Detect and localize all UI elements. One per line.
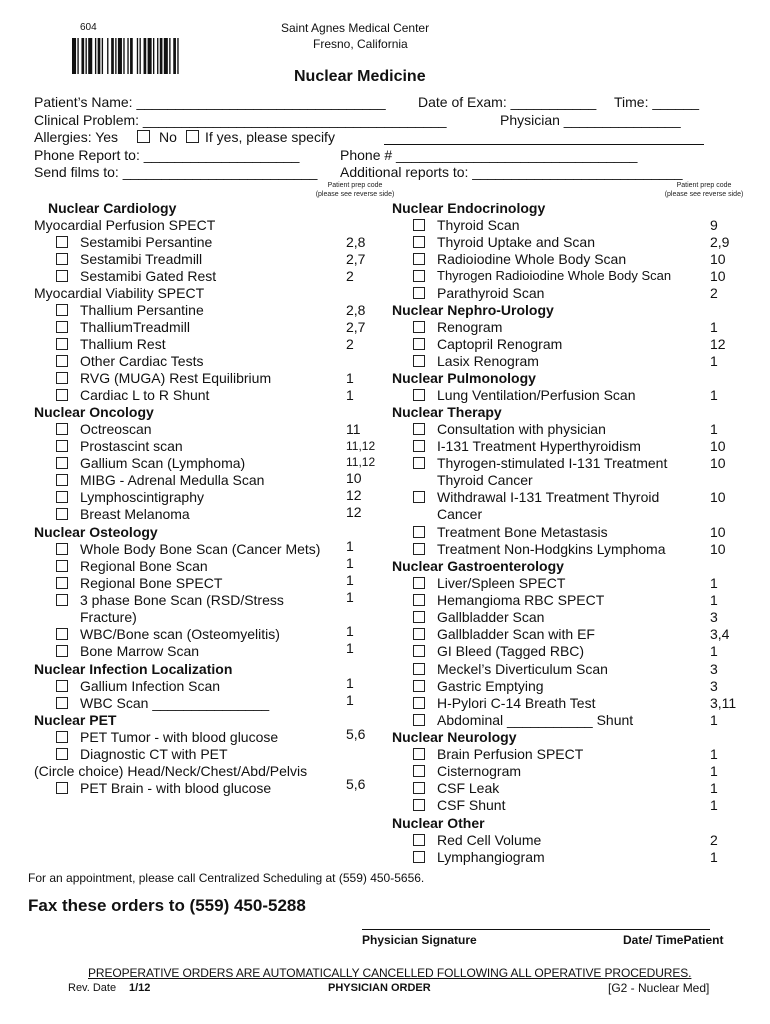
barcode-bar: [111, 38, 114, 74]
page-title: Nuclear Medicine: [294, 68, 426, 85]
phone-number-field[interactable]: Phone # _______________________________: [340, 147, 638, 163]
barcode-bar: [144, 38, 147, 74]
prep-code: 2: [346, 336, 354, 352]
org-location: Fresno, California: [313, 37, 408, 51]
checkbox[interactable]: [56, 782, 68, 794]
allergies-no-checkbox[interactable]: [186, 130, 199, 143]
heading-nuclear-endocrinology: Nuclear Endocrinology: [392, 200, 546, 216]
prep-code: 1: [710, 849, 718, 865]
checkbox[interactable]: [413, 851, 425, 863]
additional-reports-field[interactable]: Additional reports to: ___________________________: [340, 164, 683, 180]
prep-code: 1: [346, 555, 354, 571]
checkbox[interactable]: [413, 748, 425, 760]
prep-code: 3: [710, 609, 718, 625]
barcode-bar: [102, 38, 103, 74]
barcode-bar: [130, 38, 133, 74]
prep-code: 1: [346, 623, 354, 639]
barcode-bar: [177, 38, 178, 74]
prep-code: 10: [710, 438, 726, 454]
prep-code-note-left: Patient prep code (please see reverse side): [315, 182, 395, 198]
allergies-no-label: No: [159, 129, 177, 145]
barcode-bar: [148, 38, 152, 74]
signature-line[interactable]: [362, 929, 710, 930]
prep-code: 2,7: [346, 251, 366, 267]
prep-code: 11,12: [346, 455, 376, 469]
checkbox[interactable]: [413, 834, 425, 846]
checkbox[interactable]: [56, 270, 68, 282]
allergies-yes-checkbox[interactable]: [137, 130, 150, 143]
allergies-specify-line[interactable]: [384, 144, 704, 145]
prep-code: 1: [710, 575, 718, 591]
checkbox[interactable]: [56, 543, 68, 555]
prep-code: 1: [710, 763, 718, 779]
checkbox[interactable]: [413, 423, 425, 435]
checkbox[interactable]: [56, 491, 68, 503]
checkbox[interactable]: [413, 491, 425, 503]
checkbox[interactable]: [413, 645, 425, 657]
checkbox[interactable]: [56, 560, 68, 572]
checkbox[interactable]: [56, 628, 68, 640]
checkbox[interactable]: [413, 577, 425, 589]
prep-code: 1: [346, 589, 354, 605]
prep-code: 1: [346, 572, 354, 588]
heading-nuclear-neurology: Nuclear Neurology: [392, 729, 517, 745]
barcode-bar: [169, 38, 170, 74]
prep-code: 10: [710, 524, 726, 540]
prep-code: 2: [710, 285, 718, 301]
heading-nuclear-pulmonology: Nuclear Pulmonology: [392, 370, 536, 386]
checkbox[interactable]: [56, 474, 68, 486]
checkbox[interactable]: [413, 697, 425, 709]
form-type: PHYSICIAN ORDER: [328, 982, 431, 994]
prep-code: 1: [346, 370, 354, 386]
heading-nuclear-cardiology: Nuclear Cardiology: [48, 200, 177, 216]
checkbox[interactable]: [413, 457, 425, 469]
barcode-bar: [118, 38, 122, 74]
prep-code: 12: [346, 487, 362, 503]
heading-nuclear-oncology: Nuclear Oncology: [34, 404, 154, 420]
prep-code: 5,6: [346, 726, 366, 742]
heading-nuclear-osteology: Nuclear Osteology: [34, 524, 158, 540]
prep-code: 1: [710, 746, 718, 762]
barcode-bar: [127, 38, 128, 74]
prep-code: 1: [346, 538, 354, 554]
rev-date-label: Rev. Date: [68, 982, 117, 994]
checkbox[interactable]: [56, 372, 68, 384]
subheading-myocardial-viability: Myocardial Viability SPECT: [34, 285, 205, 301]
barcode-image: [72, 38, 212, 74]
pet-circle-choice-note[interactable]: (Circle choice) Head/Neck/Chest/Abd/Pelvis: [34, 763, 308, 779]
prep-code: 3: [710, 661, 718, 677]
checkbox[interactable]: [56, 355, 68, 367]
prep-code: 1: [710, 387, 718, 403]
prep-code: 10: [710, 541, 726, 557]
prep-code: 1: [710, 353, 718, 369]
checkbox[interactable]: [56, 440, 68, 452]
barcode-bar: [81, 38, 84, 74]
barcode-bar: [140, 38, 141, 74]
checkbox[interactable]: [413, 219, 425, 231]
clinical-problem-field[interactable]: Clinical Problem: _______________________________________: [34, 112, 447, 128]
appointment-note: For an appointment, please call Centralized Scheduling at (559) 450-5656.: [28, 871, 425, 885]
order-item-continuation: Thyroid Cancer: [437, 472, 533, 488]
form-number: 604: [80, 22, 97, 33]
checkbox[interactable]: [56, 389, 68, 401]
prep-code-note-right: Patient prep code (please see reverse side): [664, 182, 744, 198]
checkbox[interactable]: [56, 645, 68, 657]
heading-nuclear-pet: Nuclear PET: [34, 712, 117, 728]
prep-code: 2: [710, 832, 718, 848]
prep-code: 1: [710, 319, 718, 335]
checkbox[interactable]: [413, 253, 425, 265]
send-films-field[interactable]: Send films to: _________________________: [34, 164, 318, 180]
checkbox[interactable]: [413, 765, 425, 777]
checkbox[interactable]: [413, 287, 425, 299]
physician-field[interactable]: Physician _______________: [500, 112, 681, 128]
checkbox[interactable]: [413, 782, 425, 794]
fax-notice: Fax these orders to (559) 450-5288: [28, 896, 306, 915]
prep-code: 1: [710, 797, 718, 813]
checkbox[interactable]: [413, 355, 425, 367]
prep-code: 2,7: [346, 319, 366, 335]
prep-code: 2,9: [710, 234, 730, 250]
prep-code: 10: [710, 268, 726, 284]
checkbox[interactable]: [413, 321, 425, 333]
checkbox[interactable]: [56, 594, 68, 606]
order-item-continuation: Cancer: [437, 506, 483, 522]
heading-nuclear-other: Nuclear Other: [392, 815, 485, 831]
prep-code: 2,8: [346, 302, 366, 318]
checkbox[interactable]: [56, 253, 68, 265]
allergies-label: Allergies: Yes: [34, 129, 119, 145]
prep-code: 2: [346, 268, 354, 284]
checkbox[interactable]: [56, 680, 68, 692]
prep-code: 1: [710, 780, 718, 796]
physician-signature-label: Physician Signature: [362, 933, 477, 947]
preoperative-cancel-notice: PREOPERATIVE ORDERS ARE AUTOMATICALLY CANCELLED FOLLOWING ALL OPERATIVE PROCEDURES.: [88, 966, 692, 980]
org-name: Saint Agnes Medical Center: [281, 21, 430, 35]
checkbox[interactable]: [413, 236, 425, 248]
prep-code: 11: [346, 421, 361, 437]
barcode-bar: [137, 38, 138, 74]
form-code: [G2 - Nuclear Med]: [608, 981, 710, 995]
checkbox[interactable]: [413, 543, 425, 555]
checkbox[interactable]: [413, 594, 425, 606]
barcode-bar: [123, 38, 124, 74]
rev-date-value: 1/12: [129, 982, 151, 994]
checkbox[interactable]: [413, 440, 425, 452]
allergies-specify-label: If yes, please specify: [205, 129, 335, 145]
checkbox[interactable]: [56, 697, 68, 709]
barcode-bar: [164, 38, 168, 74]
prep-code: 10: [710, 251, 726, 267]
checkbox[interactable]: [56, 338, 68, 350]
barcode-bar: [95, 38, 96, 74]
prep-code: 1: [346, 675, 354, 691]
heading-nuclear-infection: Nuclear Infection Localization: [34, 661, 233, 677]
prep-code: 10: [346, 470, 362, 486]
barcode-bar: [173, 38, 176, 74]
checkbox[interactable]: [56, 321, 68, 333]
checkbox[interactable]: [413, 389, 425, 401]
prep-code: 10: [710, 455, 726, 471]
barcode-bar: [157, 38, 158, 74]
checkbox[interactable]: [413, 714, 425, 726]
date-of-exam-field[interactable]: Date of Exam: ___________: [418, 94, 597, 110]
prep-code: 5,6: [346, 776, 366, 792]
prep-code: 1: [710, 592, 718, 608]
prep-code: 12: [346, 504, 362, 520]
checkbox[interactable]: [56, 304, 68, 316]
heading-nuclear-nephro-urology: Nuclear Nephro-Urology: [392, 302, 554, 318]
checkbox[interactable]: [413, 270, 425, 282]
checkbox[interactable]: [413, 799, 425, 811]
checkbox[interactable]: [56, 748, 68, 760]
checkbox[interactable]: [413, 611, 425, 623]
barcode-bar: [77, 38, 78, 74]
checkbox[interactable]: [413, 680, 425, 692]
checkbox[interactable]: [413, 526, 425, 538]
date-time-patient-label: Date/ TimePatient: [623, 933, 724, 947]
prep-code: 3: [710, 678, 718, 694]
phone-report-field[interactable]: Phone Report to: ____________________: [34, 147, 300, 163]
barcode-bar: [86, 38, 87, 74]
checkbox[interactable]: [56, 236, 68, 248]
checkbox[interactable]: [413, 338, 425, 350]
checkbox[interactable]: [56, 457, 68, 469]
prep-code: 10: [710, 489, 726, 505]
prep-code: 12: [710, 336, 726, 352]
subheading-myocardial-perfusion: Myocardial Perfusion SPECT: [34, 217, 216, 233]
prep-code: 1: [346, 640, 354, 656]
checkbox[interactable]: [56, 577, 68, 589]
prep-code: 1: [710, 421, 718, 437]
prep-code: 3,11: [710, 695, 737, 711]
barcode-bar: [107, 38, 108, 74]
checkbox[interactable]: [56, 731, 68, 743]
heading-nuclear-gastroenterology: Nuclear Gastroenterology: [392, 558, 564, 574]
prep-code: 11,12: [346, 439, 376, 453]
patient-name-field[interactable]: Patient’s Name: ________________________________: [34, 94, 386, 110]
time-field[interactable]: Time: ______: [614, 94, 700, 110]
prep-code: 3,4: [710, 626, 730, 642]
prep-code: 1: [346, 692, 354, 708]
checkbox[interactable]: [56, 423, 68, 435]
barcode-bar: [160, 38, 163, 74]
prep-code: 2,8: [346, 234, 366, 250]
barcode-bar: [115, 38, 116, 74]
barcode-bar: [72, 38, 76, 74]
prep-code: 1: [710, 643, 718, 659]
order-item-continuation: Fracture): [80, 609, 137, 625]
checkbox[interactable]: [413, 663, 425, 675]
checkbox[interactable]: [413, 628, 425, 640]
barcode-bar: [88, 38, 92, 74]
prep-code: 1: [346, 387, 354, 403]
heading-nuclear-therapy: Nuclear Therapy: [392, 404, 502, 420]
barcode-bar: [153, 38, 154, 74]
checkbox[interactable]: [56, 508, 68, 520]
prep-code: 9: [710, 217, 718, 233]
prep-code: 1: [710, 712, 718, 728]
barcode-bar: [98, 38, 101, 74]
